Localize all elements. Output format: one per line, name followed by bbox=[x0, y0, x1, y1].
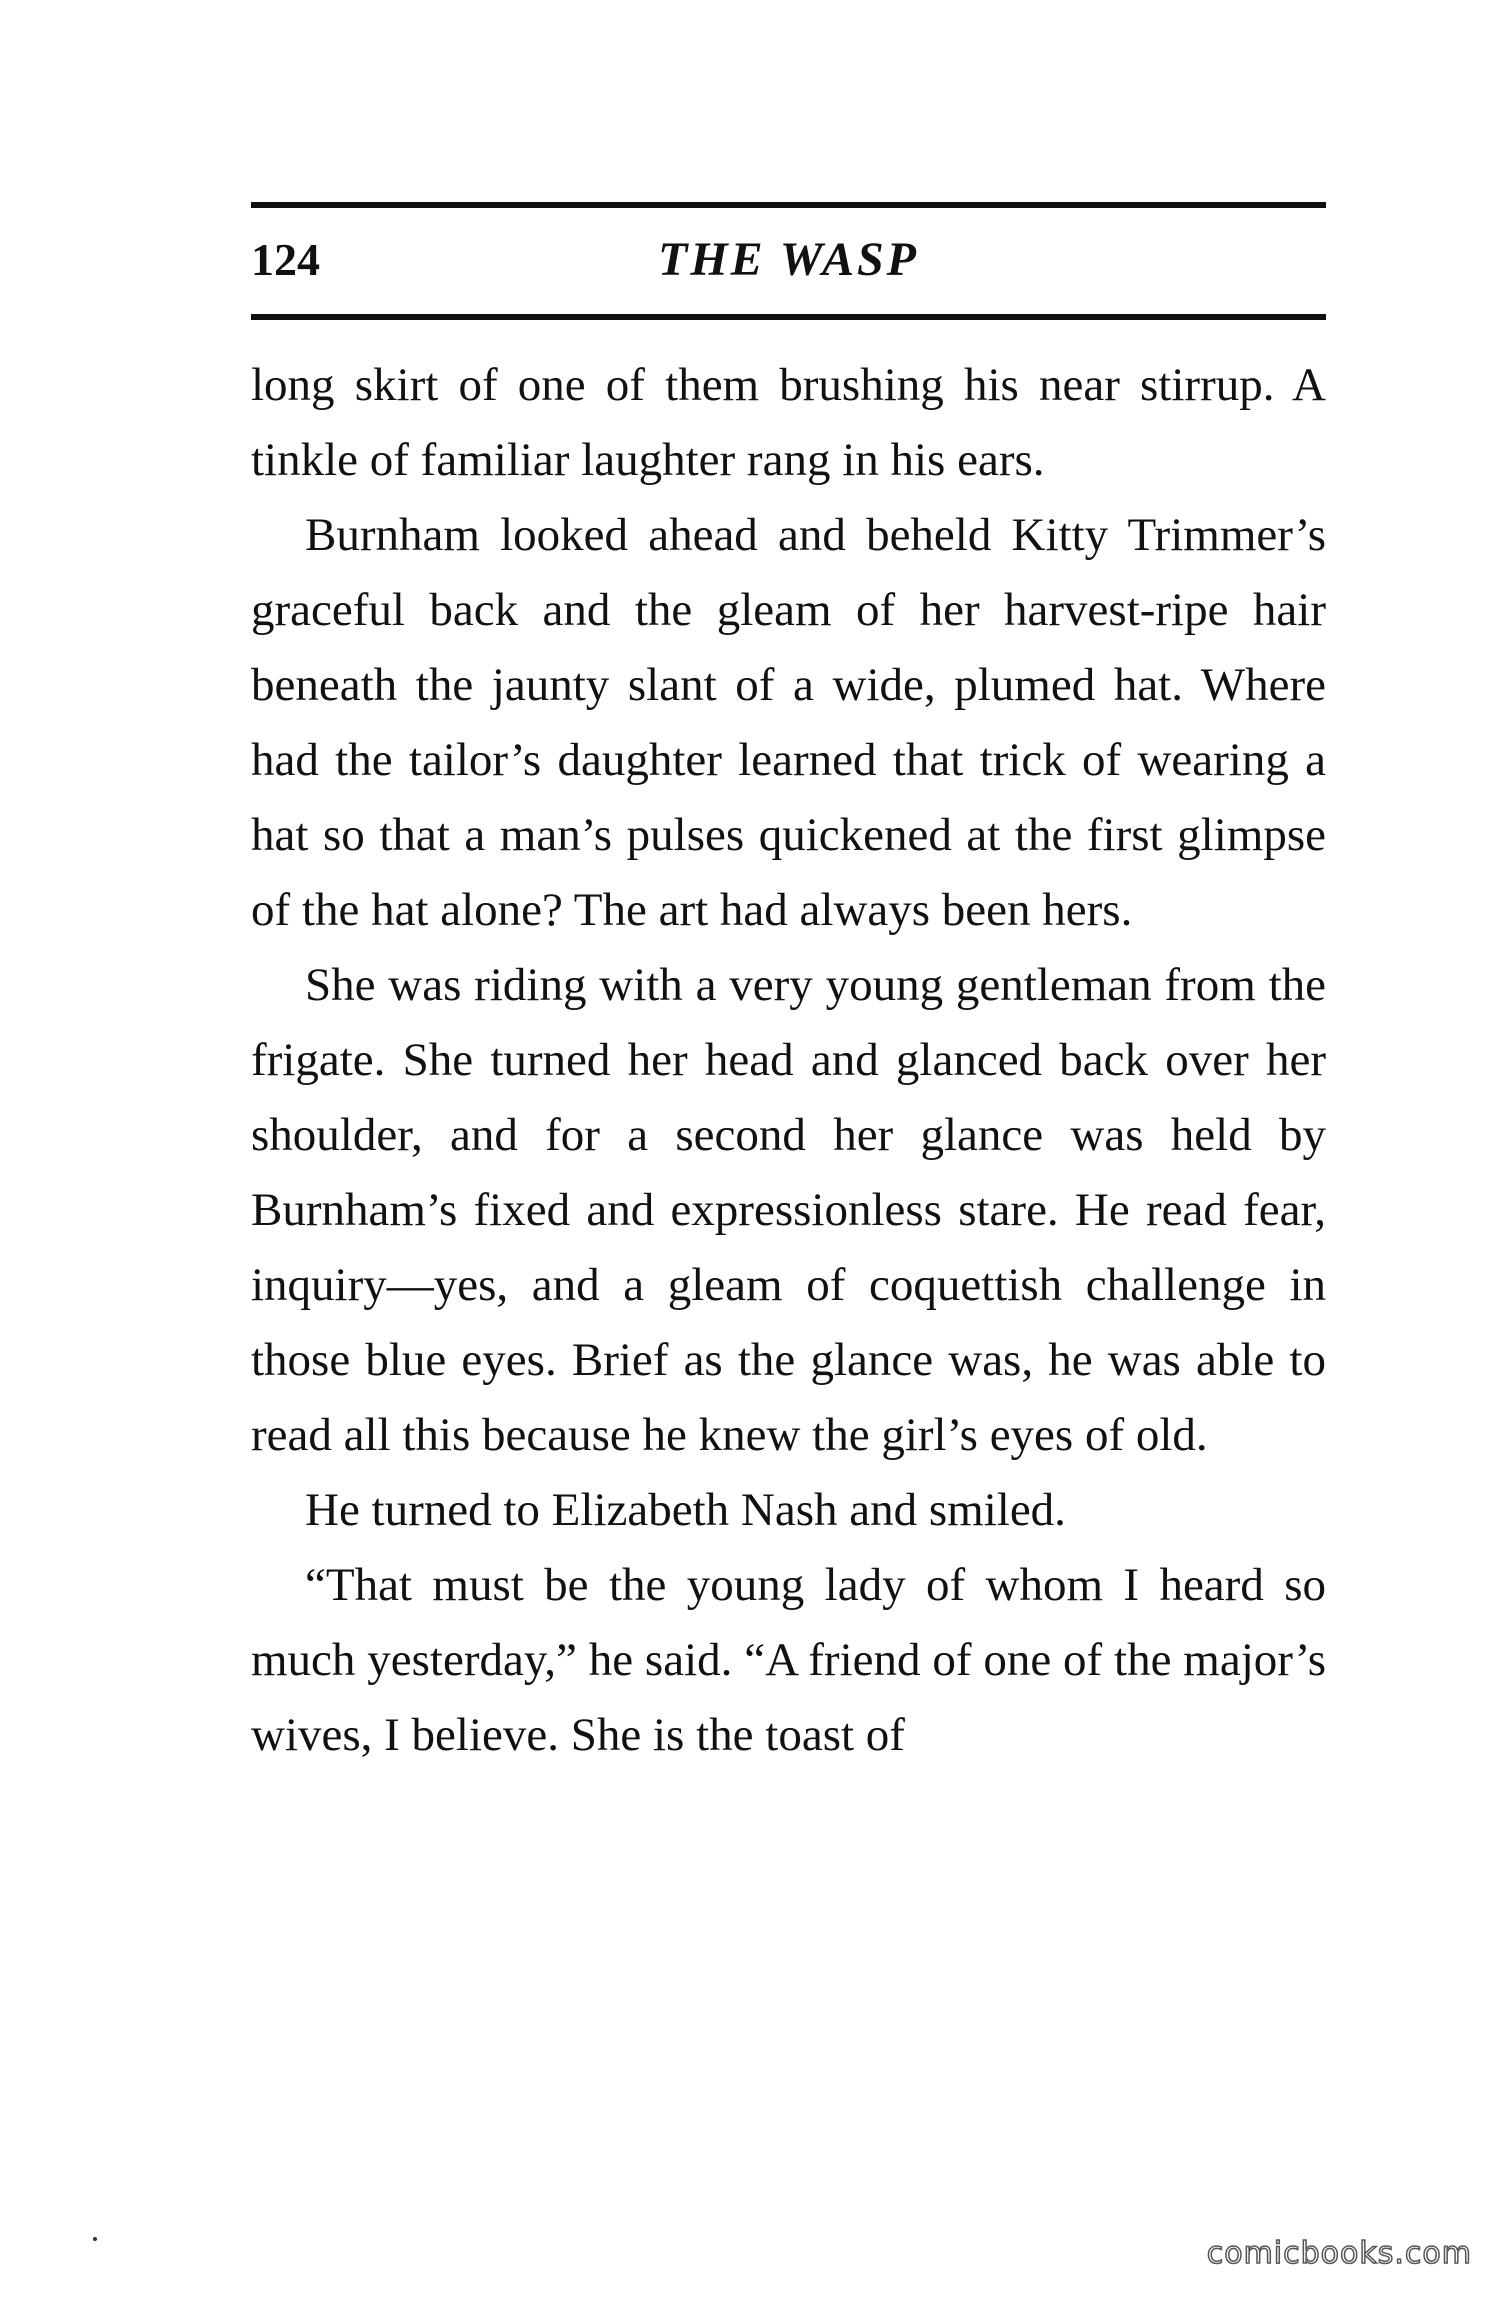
header-rule-top bbox=[251, 202, 1326, 208]
body-text bbox=[251, 348, 1326, 1773]
watermark: comicbooks.com bbox=[1206, 2236, 1472, 2271]
scan-speck bbox=[93, 2237, 97, 2241]
paragraph: “That must be the young lady of whom I heard so much yesterday,” he said. “A friend of one of the major’s wives, I believe. She is the toast of bbox=[251, 1559, 1326, 1761]
header-rule-bottom bbox=[251, 314, 1326, 320]
running-header bbox=[251, 218, 1326, 304]
paragraph: He turned to Elizabeth Nash and smiled. bbox=[305, 1484, 1066, 1536]
paragraph: She was riding with a very young gentleman from the frigate. She turned her head and glanced back over her shoulder, and for a second her glance was held by Burnham’s fixed and expressionless stare. He read fear, inquiry—yes, and a gleam of coquettish challenge in those blue eyes. Brief as the glance was, he was able to read all this because he knew the girl’s eyes of old. bbox=[251, 959, 1326, 1461]
paragraph: Burnham looked ahead and beheld Kitty Trimmer’s graceful back and the gleam of her harvest-ripe hair beneath the jaunty slant of a wide, plumed hat. Where had the tailor’s daughter learned that trick of wearing a hat so that a man’s pulses quickened at the first glimpse of the hat alone? The art had always been hers. bbox=[251, 509, 1326, 936]
running-title: THE WASP bbox=[658, 233, 919, 286]
page-number: 124 bbox=[251, 234, 320, 285]
paragraph-continued: long skirt of one of them brushing his near stirrup. A tinkle of familiar laughter rang in his ears. bbox=[251, 359, 1326, 486]
